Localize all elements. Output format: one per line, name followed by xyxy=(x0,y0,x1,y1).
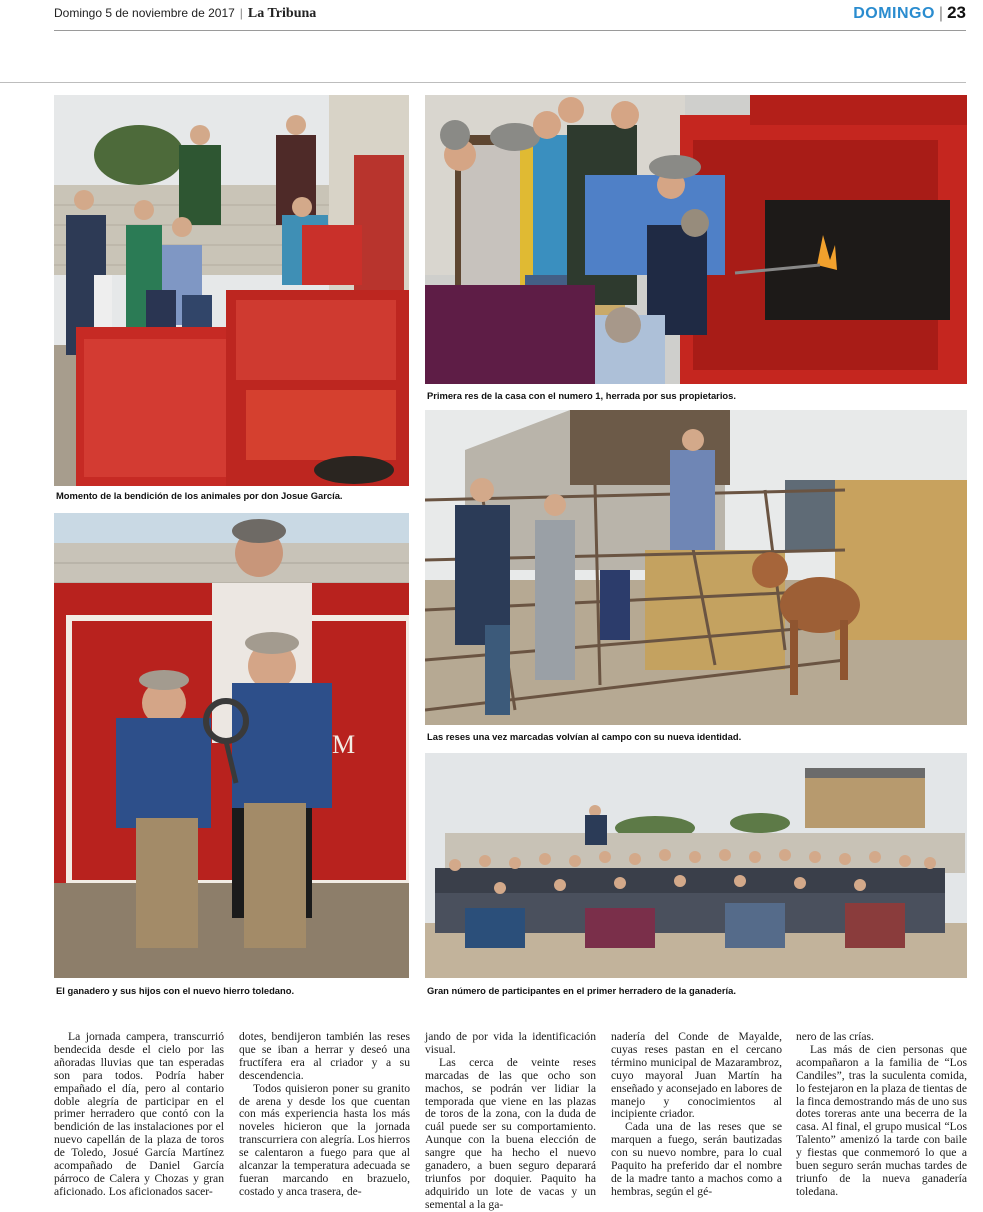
photo-group xyxy=(425,753,967,978)
photo-branding xyxy=(425,95,967,384)
header-date: Domingo 5 de noviembre de 2017 xyxy=(54,6,235,20)
article-column-5 xyxy=(796,1031,967,1199)
caption-calf-release: Las reses una vez marcadas volvían al campo con su nueva identidad. xyxy=(427,731,742,742)
section-rule xyxy=(0,82,966,83)
article-paragraph: Todos quisieron poner su granito de arena y desde los que cuentan con más experiencia hasta los más noveles hicieron que la jornada transcurriera con alegría. Los hierros se calentaron a fuego para que al alcanzar la temperatura adecuada se fueran marcando en brazuelo, costado y anca trasera, de- xyxy=(239,1081,410,1198)
article-column-2 xyxy=(239,1031,410,1199)
section-name: DOMINGO xyxy=(853,5,935,22)
article-paragraph: Las cerca de veinte reses marcadas de las que ocho son machos, se podrán ver lidiar la temporada que viene en las plazas de toros de la zona, con la duda de cuál puede ser su comportamiento. Aunque con la buena elección de sangre que ha hecho el nuevo ganadero, a buen seguro deparará triunfos por doquier. Paquito ha adquirido un lote de vacas y un semental a la ga- xyxy=(425,1055,596,1211)
section-divider: | xyxy=(938,5,944,22)
article-paragraph: nero de las crías. xyxy=(796,1030,874,1043)
article-column-4 xyxy=(611,1031,782,1199)
caption-group: Gran número de participantes en el primer herradero de la ganadería. xyxy=(427,985,736,996)
header-section-block xyxy=(853,3,966,23)
photo-rancher-sons xyxy=(54,513,409,978)
header-paper-name: La Tribuna xyxy=(247,6,317,21)
article-paragraph: Las más de cien personas que acompañaron a la familia de “Los Candiles”, tras la suculenta comida, lo festejaron en la plaza de tientas de la finca demostrando más de uno sus dotes toreras ante una becerra de la casa. Al final, el grupo musical “Los Talento” amenizó la tarde con baile y fiestas que conmemoró lo que a buen seguro serán muchas tardes de triunfo de la nueva ganadería toledana. xyxy=(796,1042,967,1198)
svg-text:M: M xyxy=(332,730,356,759)
article-column-3 xyxy=(425,1031,596,1212)
photo-calf-release xyxy=(425,410,967,725)
caption-rancher-sons: El ganadero y sus hijos con el nuevo hierro toledano. xyxy=(56,985,295,996)
caption-blessing: Momento de la bendición de los animales por don Josue García. xyxy=(56,490,343,501)
article-column-1 xyxy=(54,1031,224,1199)
article-paragraph: dotes, bendijeron también las reses que se iban a herrar y deseó una fructífera era al criador y a su descendencia. xyxy=(239,1030,410,1082)
article-paragraph: nadería del Conde de Mayalde, cuyas reses pastan en el cercano término municipal de Mazarambroz, cuyo mayoral Juan Martín ha enseñado y aconsejado en labores de manejo y conocimientos al incipiente criador. xyxy=(611,1030,782,1121)
photo-blessing xyxy=(54,95,409,486)
article-paragraph: Cada una de las reses que se marquen a fuego, serán bautizadas con su nuevo nombre, para lo cual Paquito ha preferido dar el nombre de la madre tanto a machos como a hembras, según el gé- xyxy=(611,1120,782,1198)
caption-branding: Primera res de la casa con el numero 1, herrada por sus propietarios. xyxy=(427,390,736,401)
article-paragraph: jando de por vida la identificación visual. xyxy=(425,1030,596,1056)
header-rule xyxy=(54,30,966,31)
header-divider: | xyxy=(239,6,243,20)
article-paragraph: La jornada campera, transcurrió bendecida desde el cielo por las añoradas lluvias que tan esperadas son para todos. Podría haber empañado el día, pero al contario doble alegría de participar en el primer herradero que contó con la bendición de las instalaciones por el nuevo capellán de la plaza de toros de Toledo, Josué García Martínez acompañado de Daniel García párroco de Calera y Chozas y gran aficionado. Los aficionados sacer- xyxy=(54,1030,224,1198)
header-dateline xyxy=(54,6,316,22)
page-number: 23 xyxy=(947,3,966,22)
